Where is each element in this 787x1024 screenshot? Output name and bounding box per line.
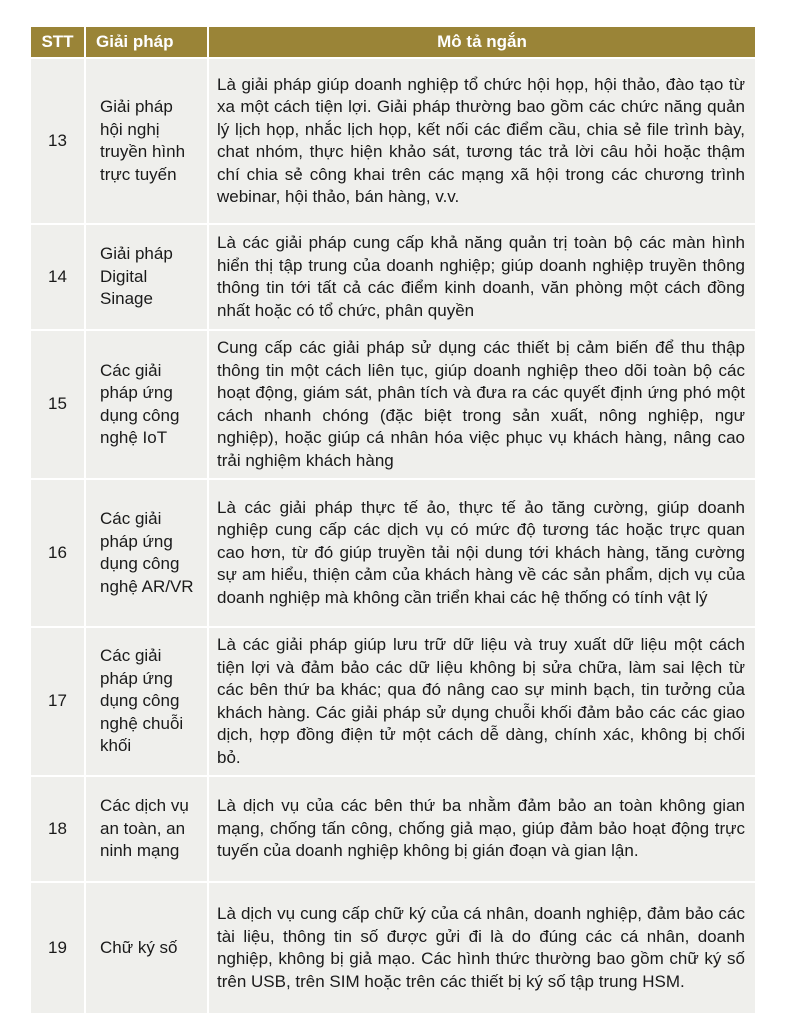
row-description: Là các giải pháp cung cấp khả năng quản trị toàn bộ các màn hình hiển thị tập trung của doanh nghiệp; giúp doanh nghiệp truyền thông thông tin tới tất cả các điểm kinh doanh, văn phòng một cách đồng nhất hoặc có tổ chức, phân quyền [208,224,756,330]
row-solution: Các giải pháp ứng dụng công nghệ AR/VR [85,479,208,627]
table-row [30,224,756,330]
row-stt: 19 [30,882,85,1014]
table-row [30,627,756,776]
row-solution: Giải pháp Digital Sinage [85,224,208,330]
row-stt: 13 [30,58,85,224]
table-row [30,58,756,224]
row-solution: Các dịch vụ an toàn, an ninh mạng [85,776,208,882]
header-description: Mô tả ngắn [208,26,756,58]
row-description: Là các giải pháp thực tế ảo, thực tế ảo tăng cường, giúp doanh nghiệp cung cấp các dịch vụ có mức độ tương tác hoặc trực quan cao hơn, từ đó giúp truyền tải nội dung tới khách hàng, tăng cường sự am hiểu, thiện cảm của khách hàng về các sản phẩm, dịch vụ của doanh nghiệp mà không cần triển khai các hệ thống có tính vật lý [208,479,756,627]
row-description: Cung cấp các giải pháp sử dụng các thiết bị cảm biến để thu thập thông tin một cách liên tục, giúp doanh nghiệp theo dõi toàn bộ các hoạt động, giám sát, phân tích và đưa ra các quyết định ứng phó một cách nhanh chóng (đặc biệt trong sản xuất, nông nghiệp, ngư nghiệp), hoặc giúp cá nhân hóa việc phục vụ khách hàng, nâng cao trải nghiệm khách hàng [208,330,756,479]
header-row [30,26,756,58]
table-row [30,479,756,627]
solutions-table [29,25,757,1015]
row-solution: Chữ ký số [85,882,208,1014]
table-row [30,776,756,882]
row-description: Là giải pháp giúp doanh nghiệp tổ chức hội họp, hội thảo, đào tạo từ xa một cách tiện lợi. Giải pháp thường bao gồm các chức năng quản lý lịch họp, nhắc lịch họp, kết nối các điểm cầu, chia sẻ file trình bày, chat nhóm, thực hiện khảo sát, tương tác trả lời câu hỏi hoặc thậm chí chia sẻ công khai trên các mạng xã hội trong các chương trình webinar, hội thảo, bán hàng, v.v. [208,58,756,224]
header-solution: Giải pháp [85,26,208,58]
row-stt: 17 [30,627,85,776]
table-row [30,882,756,1014]
table-row [30,330,756,479]
row-description: Là dịch vụ của các bên thứ ba nhằm đảm bảo an toàn không gian mạng, chống tấn công, chống giả mạo, giúp đảm bảo hoạt động trực tuyến của doanh nghiệp không bị gián đoạn và gian lận. [208,776,756,882]
header-stt: STT [30,26,85,58]
row-stt: 16 [30,479,85,627]
row-stt: 18 [30,776,85,882]
row-solution: Giải pháp hội nghị truyền hình trực tuyến [85,58,208,224]
row-solution: Các giải pháp ứng dụng công nghệ chuỗi khối [85,627,208,776]
solutions-table-container [29,25,755,1015]
row-stt: 14 [30,224,85,330]
row-description: Là dịch vụ cung cấp chữ ký của cá nhân, doanh nghiệp, đảm bảo các tài liệu, thông tin số được gửi đi là do đúng các cá nhân, doanh nghiệp, không bị giả mạo. Các hình thức thường bao gồm chữ ký số trên USB, trên SIM hoặc trên các thiết bị ký số tập trung HSM. [208,882,756,1014]
row-description: Là các giải pháp giúp lưu trữ dữ liệu và truy xuất dữ liệu một cách tiện lợi và đảm bảo các dữ liệu không bị sửa chữa, làm sai lệch từ các bên thứ ba khác; qua đó nâng cao sự minh bạch, tin tưởng của khách hàng. Các giải pháp sử dụng chuỗi khối đảm bảo các các giao dịch, hợp đồng điện tử một cách dễ dàng, chính xác, không bị chối bỏ. [208,627,756,776]
row-solution: Các giải pháp ứng dụng công nghệ IoT [85,330,208,479]
row-stt: 15 [30,330,85,479]
